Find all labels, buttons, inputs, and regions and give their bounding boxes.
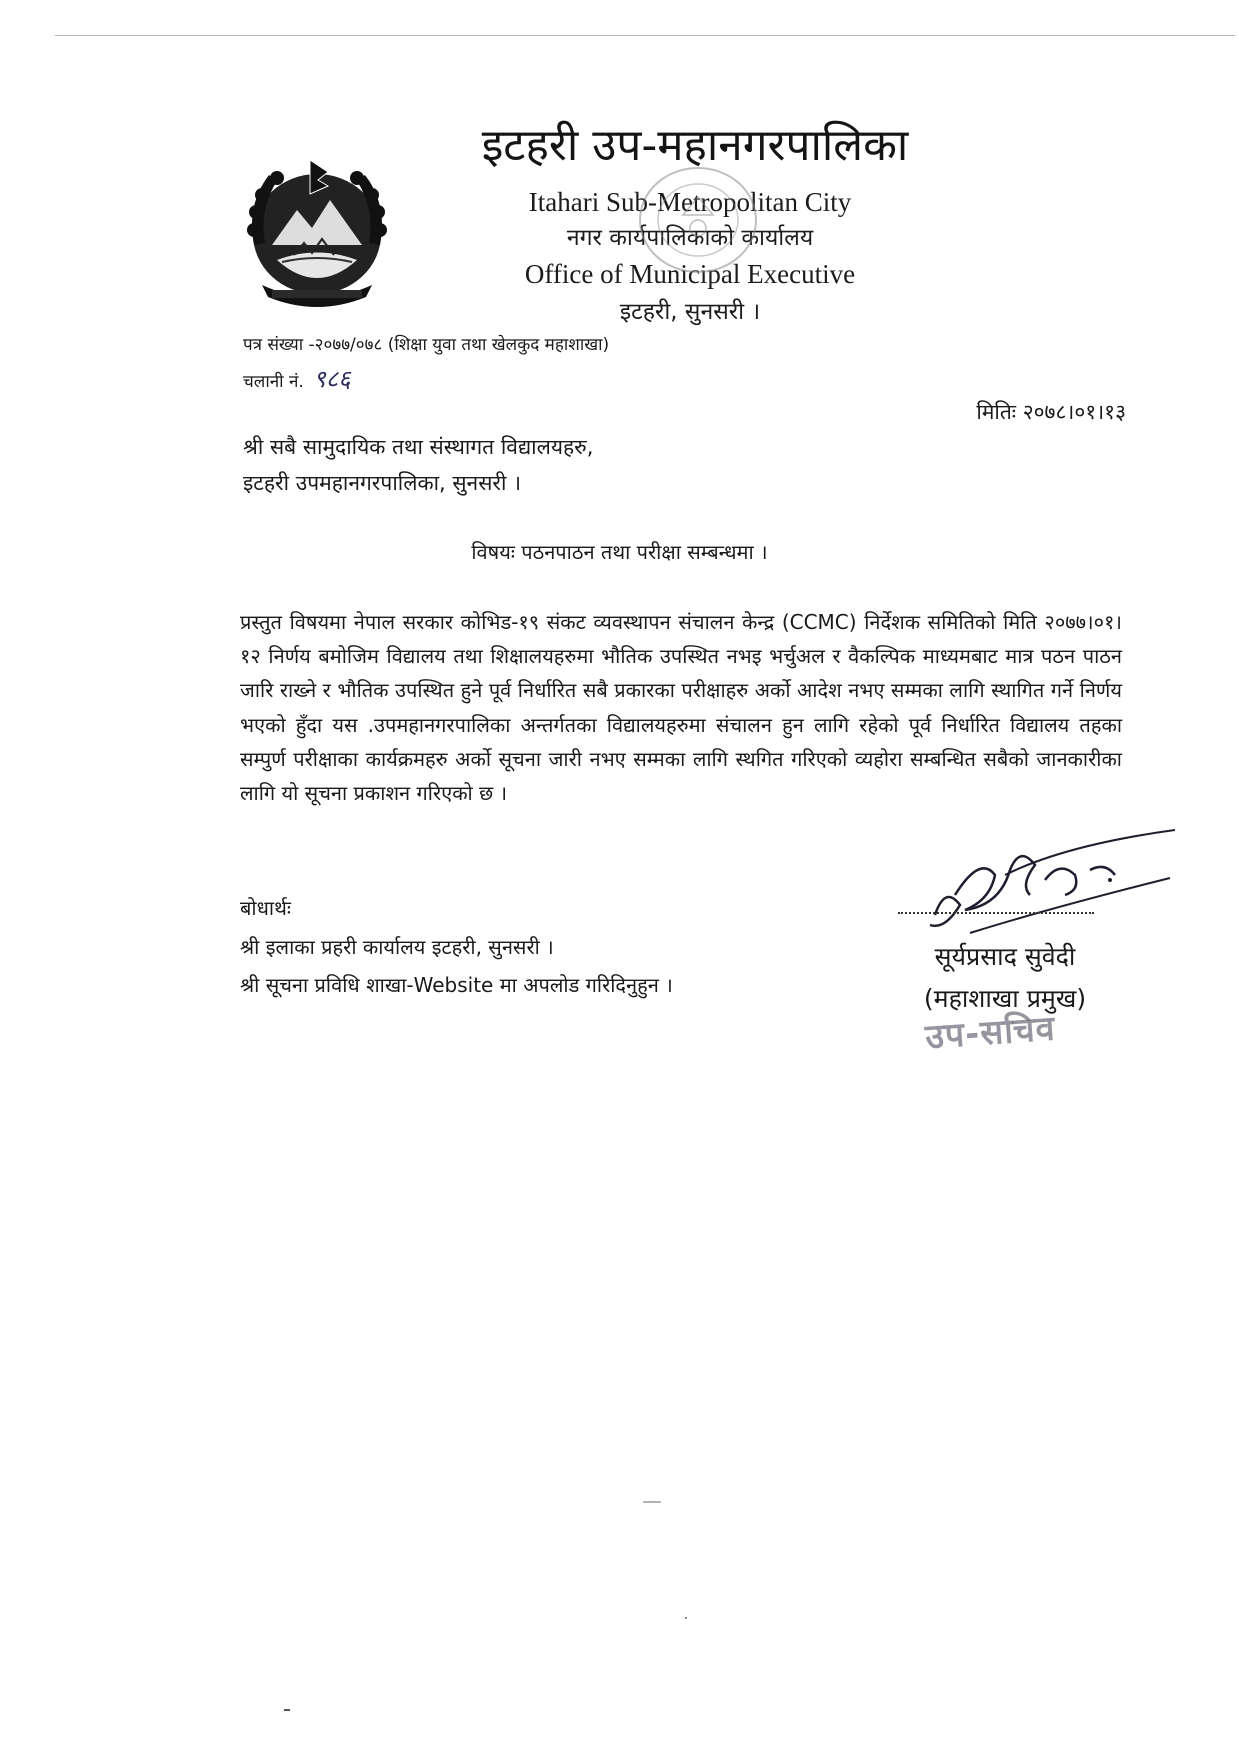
addressee-line-2: इटहरी उपमहानगरपालिका, सुनसरी ।: [243, 471, 522, 495]
location-np: इटहरी, सुनसरी ।: [619, 299, 761, 325]
signatory-role: (महाशाखा प्रमुख): [923, 984, 1087, 1013]
office-name-np: नगर कार्यपालिकाको कार्यालय: [566, 225, 814, 251]
office-name-en: Office of Municipal Executive: [524, 259, 856, 289]
signature-dotted-line: [898, 912, 1094, 914]
cc-heading: बोधार्थः: [240, 896, 291, 920]
cc-recipient-1: श्री इलाका प्रहरी कार्यालय इटहरी, सुनसरी ।: [240, 935, 554, 959]
dispatch-number-line: [243, 366, 351, 395]
letter-body: प्रस्तुत विषयमा नेपाल सरकार कोभिड-१९ संकट व्यवस्थापन संचालन केन्द्र (CCMC) निर्देशक समितिको मिति २०७७।०१।१२ निर्णय बमोजिम विद्यालय तथा शिक्षालयहरुमा भौतिक उपस्थित नभइ भर्चुअल र वैकल्पिक माध्यमबाट मात्र पठन पाठन जारि राख्ने र भौतिक उपस्थित हुने पूर्व निर्धारित सबै प्रकारका परीक्षाहरु अर्को आदेश नभए सम्मका लागि स्थागित गर्ने निर्णय भएको हुँदा यस .उपमहानगरपालिका अन्तर्गतका विद्यालयहरुमा संचालन हुन लागि रहेको पूर्व निर्धारित विद्यालय तहका सम्पुर्ण परीक्षाका कार्यक्रमहरु अर्को सूचना जारी नभए सम्मका लागि स्थगित गरिएको व्यहोरा सम्बन्धित सबैको जानकारीका लागि यो सूचना प्रकाशन गरिएको छ ।: [240, 610, 1122, 806]
municipality-name-en: Itahari Sub-Metropolitan City: [528, 187, 852, 217]
dispatch-number-handwritten: ९८६: [313, 365, 351, 393]
dispatch-label: चलानी नं.: [243, 372, 304, 392]
page-top-edge: [55, 35, 1235, 36]
letter-reference-number: पत्र संख्या -२०७७/०७८ (शिक्षा युवा तथा खेलकुद महाशाखा): [243, 335, 610, 355]
municipality-name-np: इटहरी उप-महानगरपालिका: [481, 120, 909, 171]
cc-recipient-2: श्री सूचना प्रविधि शाखा-Website मा अपलोड गरिदिनुहुन ।: [240, 973, 673, 997]
signatory-name: सूर्यप्रसाद सुवेदी: [934, 942, 1076, 971]
handwritten-signature: [895, 825, 1175, 955]
letter-date: मितिः २०७८।०१।१३: [976, 400, 1126, 424]
letter-subject: विषयः पठनपाठन तथा परीक्षा सम्बन्धमा ।: [471, 540, 768, 564]
office-seal-stamp: [628, 160, 768, 280]
deputy-secretary-stamp: उप-सचिव: [923, 1008, 1057, 1058]
nepal-emblem-logo: [232, 150, 402, 310]
addressee-line-1: श्री सबै सामुदायिक तथा संस्थागत विद्यालयहरु,: [243, 435, 594, 459]
